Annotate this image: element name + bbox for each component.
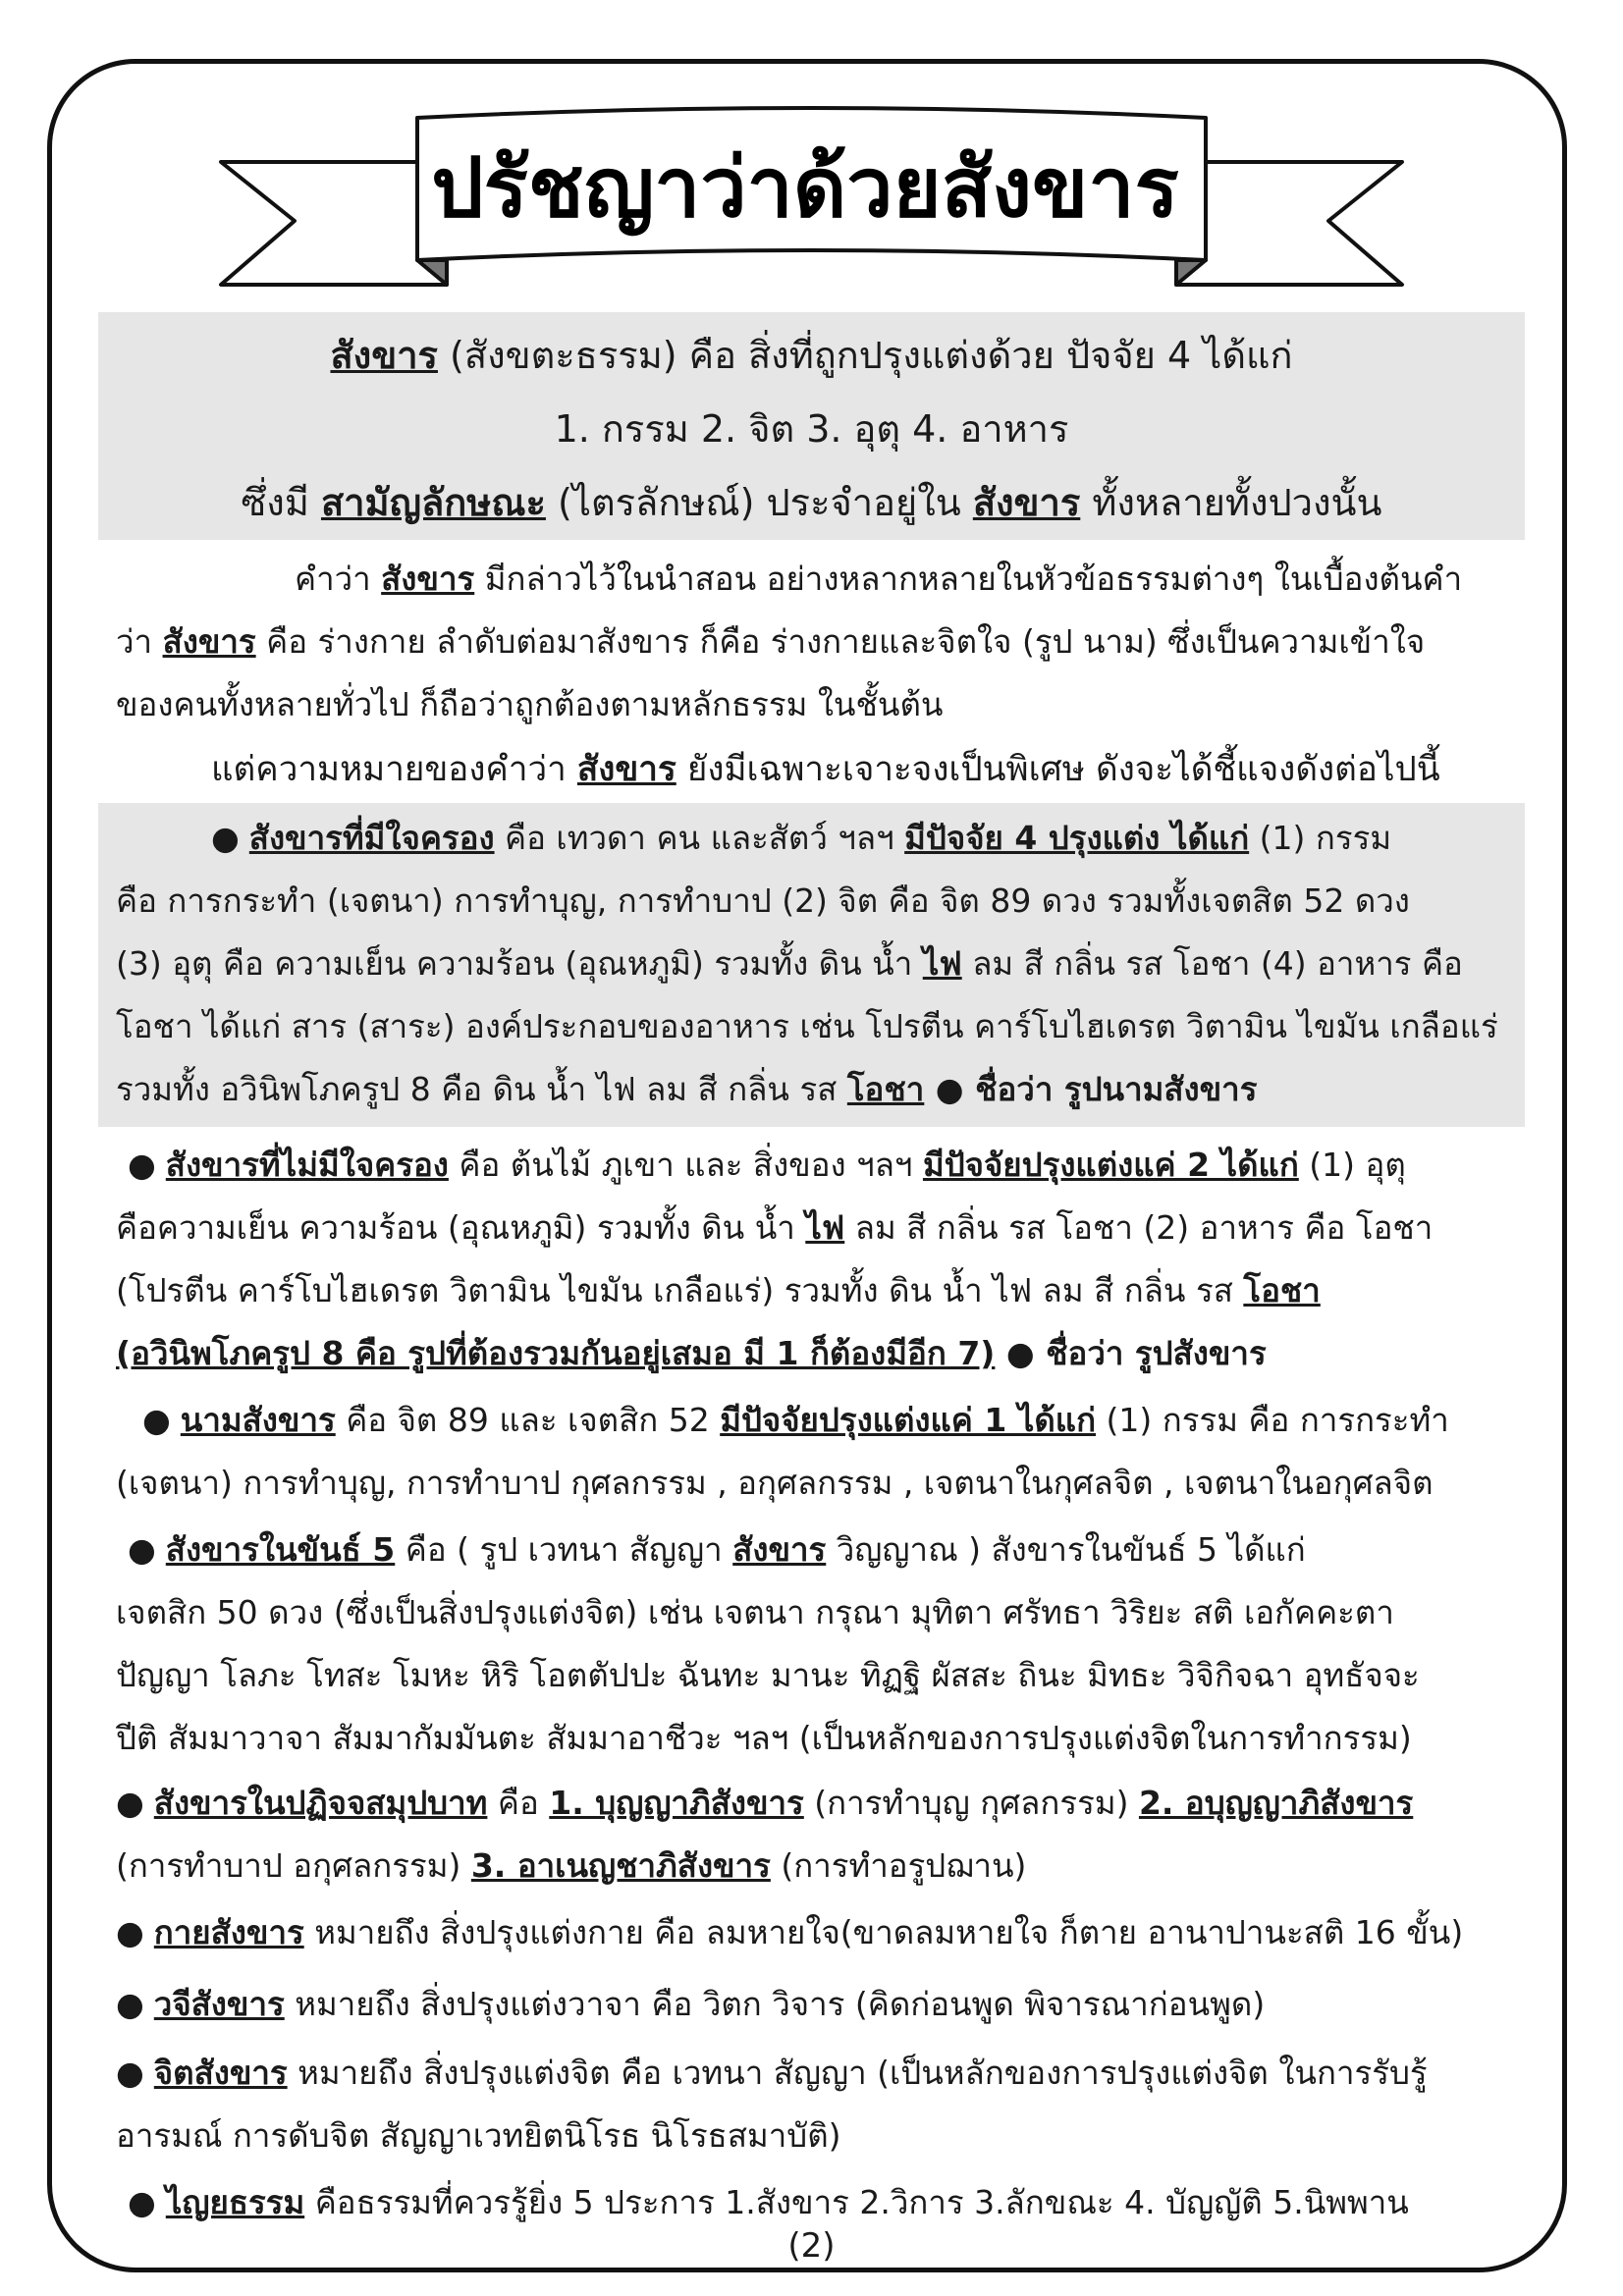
bullet-icon: ● (128, 1146, 156, 1184)
para-line: คำว่า สังขาร มีกล่าวไว้ในนำสอน อย่างหลากหลายในหัวข้อธรรมต่างๆ ในเบื้องต้นคำ (295, 560, 1463, 598)
bullet-icon: ● (116, 1913, 144, 1951)
intro-line-2: 1. กรรม 2. จิต 3. อุตุ 4. อาหาร (554, 407, 1069, 451)
section-nonliving-heading: ● สังขารที่ไม่มีใจครอง คือ ต้นไม้ ภูเขา และ สิ่งของ ฯลฯ มีปัจจัยปรุงแต่งแค่ 2 ได้แก่ (1) อุตุ (128, 1146, 1406, 1184)
term-samanya: สามัญลักษณะ (320, 481, 546, 524)
section-line: ปีติ สัมมาวาจา สัมมากัมมันตะ สัมมาอาชีวะ ฯลฯ (เป็นหลักของการปรุงแต่งจิตในการทำกรรม) (116, 1719, 1412, 1757)
section-neyya: ● ไญยธรรม คือธรรมที่ควรรู้ยิ่ง 5 ประการ 1.สังขาร 2.วิการ 3.ลักขณะ 4. บัญญัติ 5.นิพพาน (128, 2183, 1409, 2221)
page-number: (2) (787, 2226, 836, 2266)
term-sangkhan: สังขาร (330, 334, 438, 377)
section-line: (3) อุตุ คือ ความเย็น ความร้อน (อุณหภูมิ) รวมทั้ง ดิน น้ำ ไฟ ลม สี กลิ่น รส โอชา (4) อาหาร คือ (116, 944, 1463, 983)
section-line: (การทำบาป อกุศลกรรม) 3. อาเนญชาภิสังขาร (การทำอรูปฌาน) (116, 1846, 1027, 1885)
section-vaci: ● วจีสังขาร หมายถึง สิ่งปรุงแต่งวาจา คือ วิตก วิจาร (คิดก่อนพูด พิจารณาก่อนพูด) (116, 1985, 1266, 2023)
section-nama-heading: ● นามสังขาร คือ จิต 89 และ เจตสิก 52 มีปัจจัยปรุงแต่งแค่ 1 ได้แก่ (1) กรรม คือ การกระทำ (142, 1401, 1449, 1439)
section-line: เจตสิก 50 ดวง (ซึ่งเป็นสิ่งปรุงแต่งจิต) เช่น เจตนา กรุณา มุทิตา ศรัทธา วิริยะ สติ เอกัคคะตา (116, 1593, 1394, 1631)
section-line: รวมทั้ง อวินิพโภครูป 8 คือ ดิน น้ำ ไฟ ลม สี กลิ่น รส โอชา ● ชื่อว่า รูปนามสังขาร (116, 1070, 1258, 1108)
bullet-icon: ● (128, 1530, 156, 1569)
section-line: (เจตนา) การทำบุญ, การทำบาป กุศลกรรม , อกุศลกรรม , เจตนาในกุศลจิต , เจตนาในอกุศลจิต (116, 1464, 1434, 1502)
bullet-icon: ● (116, 2054, 144, 2092)
section-line: คือ การกระทำ (เจตนา) การทำบุญ, การทำบาป (2) จิต คือ จิต 89 ดวง รวมทั้งเจตสิต 52 ดวง (116, 881, 1410, 920)
page-title: ปรัชญาว่าด้วยสังขาร (431, 139, 1179, 236)
intro-line-1: สังขาร (สังขตะธรรม) คือ สิ่งที่ถูกปรุงแต่งด้วย ปัจจัย 4 ได้แก่ (330, 334, 1293, 377)
section-line: (อวินิพโภครูป 8 คือ รูปที่ต้องรวมกันอยู่เสมอ มี 1 ก็ต้องมีอีก 7) ● ชื่อว่า รูปสังขาร (116, 1334, 1267, 1372)
section-line: ปัญญา โลภะ โทสะ โมหะ หิริ โอตตัปปะ ฉันทะ มานะ ทิฏฐิ ผัสสะ ถินะ มิทธะ วิจิกิจฉา อุทธัจจะ (116, 1656, 1420, 1694)
section-line: คือความเย็น ความร้อน (อุณหภูมิ) รวมทั้ง ดิน น้ำ ไฟ ลม สี กลิ่น รส โอชา (2) อาหาร คือ โอชา (116, 1208, 1434, 1247)
bullet-icon: ● (142, 1401, 171, 1439)
section-paticca-heading: ● สังขารในปฏิจจสมุปบาท คือ 1. บุญญาภิสังขาร (การทำบุญ กุศลกรรม) 2. อบุญญาภิสังขาร (116, 1784, 1414, 1822)
bullet-icon: ● (211, 819, 240, 857)
section-line: อารมณ์ การดับจิต สัญญาเวทยิตนิโรธ นิโรธสมาบัติ) (116, 2116, 841, 2155)
section-living-heading: ● สังขารที่มีใจครอง คือ เทวดา คน และสัตว์ ฯลฯ มีปัจจัย 4 ปรุงแต่ง ได้แก่ (1) กรรม (211, 819, 1392, 857)
para-line: แต่ความหมายของคำว่า สังขาร ยังมีเฉพาะเจาะจงเป็นพิเศษ ดังจะได้ชี้แจงดังต่อไปนี้ (211, 750, 1440, 789)
section-khandha-heading: ● สังขารในขันธ์ 5 คือ ( รูป เวทนา สัญญา สังขาร วิญญาณ ) สังขารในขันธ์ 5 ได้แก่ (128, 1530, 1306, 1569)
section-kaya: ● กายสังขาร หมายถึง สิ่งปรุงแต่งกาย คือ ลมหายใจ(ขาดลมหายใจ ก็ตาย อานาปานะสติ 16 ขั้น) (116, 1913, 1464, 1951)
bullet-icon: ● (116, 1784, 144, 1822)
para-line: ของคนทั้งหลายทั่วไป ก็ถือว่าถูกต้องตามหลักธรรม ในชั้นต้น (116, 685, 944, 723)
intro-line-3: ซึ่งมี สามัญลักษณะ (ไตรลักษณ์) ประจำอยู่ใน สังขาร ทั้งหลายทั้งปวงนั้น (241, 481, 1382, 524)
para-line: ว่า สังขาร คือ ร่างกาย ลำดับต่อมาสังขาร ก็คือ ร่างกายและจิตใจ (รูป นาม) ซึ่งเป็นความเข้าใจ (116, 622, 1426, 661)
section-line: โอชา ได้แก่ สาร (สาระ) องค์ประกอบของอาหาร เช่น โปรตีน คาร์โบไฮเดรต วิตามิน ไขมัน เกลือแร่ (116, 1007, 1498, 1045)
bullet-icon: ● (116, 1985, 144, 2023)
bullet-icon: ● (128, 2183, 156, 2221)
section-citta: ● จิตสังขาร หมายถึง สิ่งปรุงแต่งจิต คือ เวทนา สัญญา (เป็นหลักของการปรุงแต่งจิต ในการรับรู้ (116, 2054, 1428, 2092)
section-line: (โปรตีน คาร์โบไฮเดรต วิตามิน ไขมัน เกลือแร่) รวมทั้ง ดิน น้ำ ไฟ ลม สี กลิ่น รส โอชา (116, 1271, 1321, 1309)
